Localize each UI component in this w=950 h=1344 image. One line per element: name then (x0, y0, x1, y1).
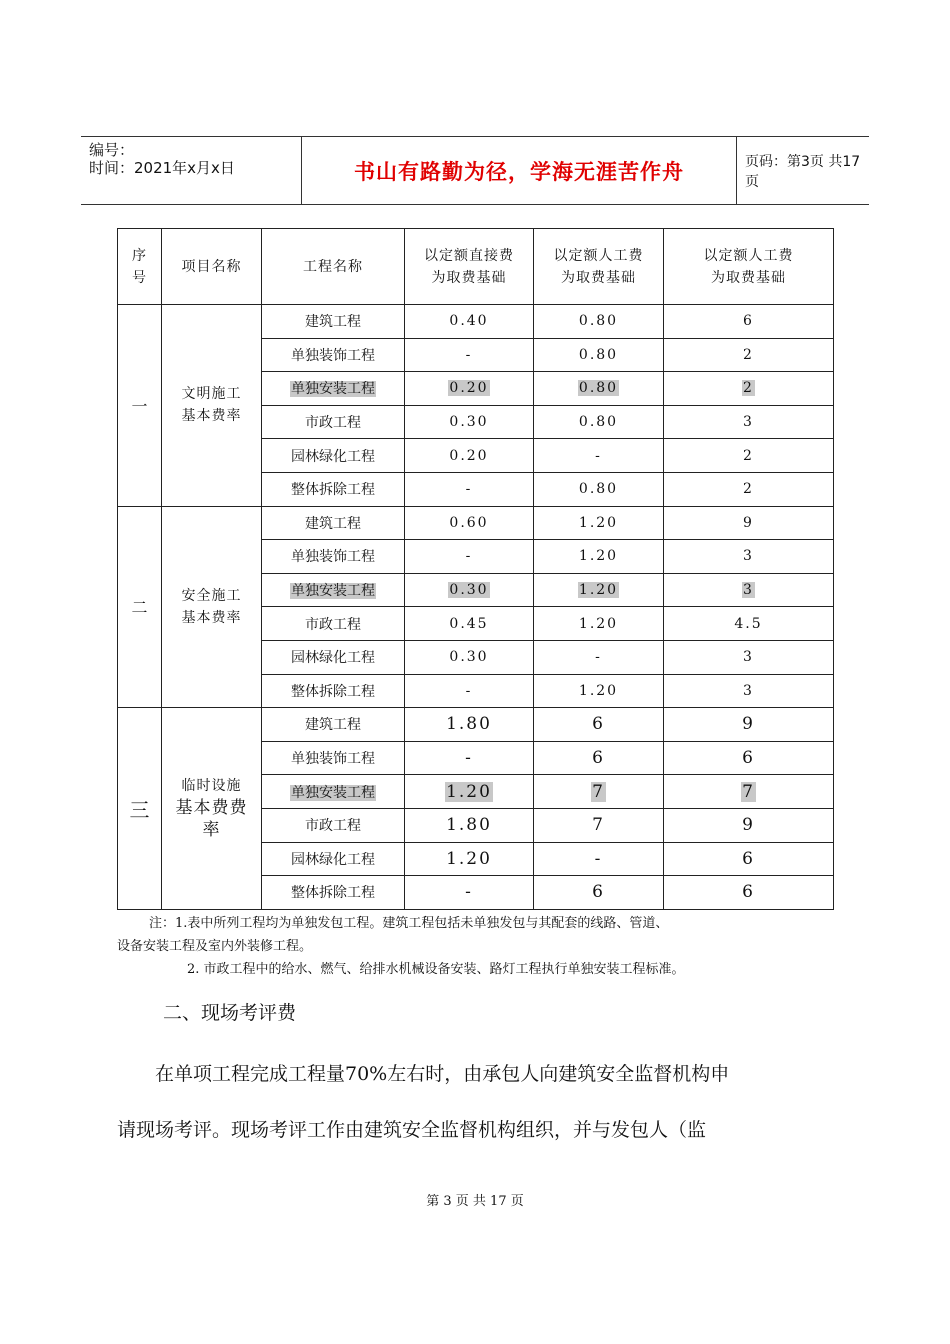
cell-labor2 (664, 439, 834, 473)
cell-value: 单独装饰工程 (291, 347, 375, 364)
header-meta (81, 137, 301, 204)
cell-labor1 (534, 506, 664, 540)
cell-project (262, 607, 405, 641)
cell-value: 建筑工程 (305, 717, 361, 734)
cell-value: 2 (743, 380, 754, 397)
cell-labor2 (664, 640, 834, 674)
cell-value: 市政工程 (305, 616, 361, 633)
cell-direct (405, 405, 534, 439)
cell-direct (405, 338, 534, 372)
cell-value: 7 (592, 781, 605, 802)
cell-value: - (465, 882, 473, 903)
cell-value: 2 (743, 346, 754, 363)
cell-project (262, 741, 405, 775)
cell-value: 0.20 (449, 380, 489, 397)
cell-labor2 (664, 775, 834, 809)
cell-value: 9 (742, 714, 755, 735)
cell-value: 市政工程 (305, 818, 361, 835)
note-line: 2. 市政工程中的给水、燃气、给排水机械设备安装、路灯工程执行单独安装工程标准。 (187, 962, 685, 977)
note-line: 设备安装工程及室内外装修工程。 (117, 939, 313, 954)
cell-direct (405, 305, 534, 339)
cell-direct (405, 472, 534, 506)
cell-project (262, 808, 405, 842)
group-seq: 三 (118, 708, 162, 910)
cell-direct (405, 506, 534, 540)
cell-labor2 (664, 876, 834, 910)
cell-direct (405, 674, 534, 708)
cell-value: 0.30 (449, 414, 489, 431)
cell-project (262, 372, 405, 406)
cell-direct (405, 607, 534, 641)
cell-labor1 (534, 775, 664, 809)
cell-labor1 (534, 472, 664, 506)
paragraph-line: 请现场考评。现场考评工作由建筑安全监督机构组织，并与发包人（监 (117, 1119, 707, 1141)
cell-labor2 (664, 573, 834, 607)
cell-project (262, 506, 405, 540)
table-row (118, 708, 834, 742)
group-seq: 二 (118, 506, 162, 708)
cell-value: 单独装饰工程 (291, 751, 375, 768)
cell-project (262, 305, 405, 339)
page-header (81, 136, 869, 205)
cell-labor2 (664, 372, 834, 406)
cell-value: 6 (743, 313, 754, 330)
cell-value: 0.80 (578, 313, 619, 330)
cell-value: 1.80 (446, 815, 492, 836)
cell-value: 1.80 (446, 714, 492, 735)
cell-labor2 (664, 506, 834, 540)
cell-direct (405, 808, 534, 842)
cell-value: - (465, 682, 473, 699)
cell-project (262, 775, 405, 809)
cell-value: 单独安装工程 (291, 784, 375, 801)
header-motto: 书山有路勤为径，学海无涯苦作舟 (301, 137, 737, 204)
cell-labor2 (664, 305, 834, 339)
cell-direct (405, 708, 534, 742)
cell-value: 0.60 (449, 514, 489, 531)
cell-value: 6 (592, 748, 605, 769)
header-labor-cost: 以定额人工费 为取费基础 (534, 229, 664, 305)
cell-value: 0.45 (449, 615, 489, 632)
cell-direct (405, 640, 534, 674)
item-name-line: 文明施工 (181, 386, 242, 403)
cell-value: 9 (742, 815, 755, 836)
cell-value: 6 (742, 848, 755, 869)
cell-value: 2 (743, 481, 754, 498)
cell-labor1 (534, 808, 664, 842)
cell-value: 1.20 (578, 582, 619, 599)
fee-rate-table (117, 228, 834, 910)
cell-value: 0.40 (449, 313, 489, 330)
cell-value: 1.20 (578, 615, 619, 632)
cell-project (262, 405, 405, 439)
cell-value: - (465, 346, 473, 363)
number-label: 编号： (89, 141, 135, 159)
cell-value: - (595, 649, 602, 666)
note-line: 注：1.表中所列工程均为单独发包工程。建筑工程包括未单独发包与其配套的线路、管道、 (149, 916, 669, 931)
cell-value: 3 (743, 548, 754, 565)
cell-labor1 (534, 741, 664, 775)
item-name-line: 基本费率 (181, 609, 242, 626)
cell-value: 1.20 (446, 781, 492, 802)
cell-labor1 (534, 674, 664, 708)
section-title: 二、现场考评费 (163, 1002, 297, 1024)
cell-value: 整体拆除工程 (291, 683, 375, 700)
cell-labor2 (664, 405, 834, 439)
cell-labor1 (534, 338, 664, 372)
header-page-info: 页码：第3页 共17页 (745, 153, 861, 190)
cell-value: 3 (743, 414, 754, 431)
cell-value: 0.80 (578, 346, 619, 363)
cell-value: 0.30 (449, 582, 489, 599)
cell-value: 2 (743, 447, 754, 464)
cell-labor1 (534, 708, 664, 742)
cell-value: 园林绿化工程 (291, 851, 375, 868)
cell-labor1 (534, 439, 664, 473)
cell-direct (405, 741, 534, 775)
item-name-line: 率 (202, 820, 221, 841)
page-footer: 第 3 页 共 17 页 (426, 1194, 524, 1209)
cell-labor2 (664, 808, 834, 842)
cell-value: 单独安装工程 (291, 583, 375, 600)
cell-value: 整体拆除工程 (291, 482, 375, 499)
cell-labor2 (664, 338, 834, 372)
item-name-line: 基本费率 (181, 408, 242, 425)
cell-labor2 (664, 842, 834, 876)
item-name-line: 安全施工 (181, 587, 242, 604)
cell-value: 0.80 (578, 481, 619, 498)
cell-value: 0.30 (449, 649, 489, 666)
cell-value: - (465, 748, 473, 769)
cell-value: 6 (592, 882, 605, 903)
cell-value: 3 (743, 649, 754, 666)
cell-value: 6 (742, 882, 755, 903)
cell-value: 0.80 (578, 414, 619, 431)
cell-value: 园林绿化工程 (291, 650, 375, 667)
header-labor-cost-2: 以定额人工费 为取费基础 (664, 229, 834, 305)
cell-value: 0.20 (449, 447, 489, 464)
cell-project (262, 708, 405, 742)
table-row (118, 305, 834, 339)
cell-labor2 (664, 741, 834, 775)
cell-value: 7 (592, 815, 605, 836)
cell-value: 9 (743, 514, 754, 531)
table-row (118, 506, 834, 540)
group-item-name (162, 305, 262, 507)
cell-labor1 (534, 573, 664, 607)
cell-labor1 (534, 876, 664, 910)
cell-value: 单独装饰工程 (291, 549, 375, 566)
cell-project (262, 842, 405, 876)
table-body (118, 305, 834, 910)
cell-project (262, 674, 405, 708)
cell-value: 3 (743, 582, 754, 599)
cell-labor2 (664, 674, 834, 708)
cell-labor1 (534, 540, 664, 574)
cell-value: 0.80 (578, 380, 619, 397)
group-seq: 一 (118, 305, 162, 507)
cell-direct (405, 439, 534, 473)
group-item-name (162, 506, 262, 708)
item-name-line: 临时设施 (181, 778, 242, 795)
cell-labor1 (534, 607, 664, 641)
cell-value: 整体拆除工程 (291, 885, 375, 902)
cell-direct (405, 573, 534, 607)
cell-labor2 (664, 472, 834, 506)
cell-project (262, 472, 405, 506)
cell-value: 园林绿化工程 (291, 448, 375, 465)
cell-project (262, 439, 405, 473)
cell-value: - (465, 548, 473, 565)
cell-labor1 (534, 640, 664, 674)
cell-value: 建筑工程 (305, 515, 361, 532)
cell-direct (405, 775, 534, 809)
body-paragraph (117, 1046, 837, 1158)
header-project-name: 工程名称 (262, 229, 405, 305)
cell-value: - (465, 481, 473, 498)
cell-labor1 (534, 372, 664, 406)
cell-value: 4.5 (734, 615, 763, 632)
header-seq: 序 号 (118, 229, 162, 305)
cell-value: 市政工程 (305, 415, 361, 432)
cell-direct (405, 842, 534, 876)
cell-project (262, 876, 405, 910)
cell-project (262, 640, 405, 674)
cell-project (262, 540, 405, 574)
cell-value: - (594, 848, 603, 869)
item-name-line: 基本费费 (175, 798, 248, 819)
group-item-name (162, 708, 262, 910)
cell-value: 单独安装工程 (291, 381, 375, 398)
cell-value: - (595, 447, 602, 464)
cell-direct (405, 876, 534, 910)
table-notes (117, 912, 847, 981)
cell-value: 1.20 (578, 514, 619, 531)
table-header-row (118, 229, 834, 305)
cell-value: 1.20 (578, 682, 619, 699)
header-item-name: 项目名称 (162, 229, 262, 305)
cell-labor2 (664, 607, 834, 641)
header-direct-cost: 以定额直接费 为取费基础 (405, 229, 534, 305)
cell-value: 3 (743, 682, 754, 699)
cell-direct (405, 540, 534, 574)
cell-direct (405, 372, 534, 406)
cell-labor1 (534, 305, 664, 339)
cell-value: 6 (592, 714, 605, 735)
cell-value: 7 (742, 781, 755, 802)
paragraph-line: 在单项工程完成工程量70%左右时，由承包人向建筑安全监督机构申 (155, 1063, 730, 1085)
cell-labor1 (534, 405, 664, 439)
cell-value: 1.20 (578, 548, 619, 565)
cell-value: 6 (742, 748, 755, 769)
cell-project (262, 573, 405, 607)
cell-project (262, 338, 405, 372)
cell-labor2 (664, 540, 834, 574)
cell-value: 1.20 (446, 848, 492, 869)
time-label: 时间：2021年x月x日 (89, 159, 235, 177)
cell-labor1 (534, 842, 664, 876)
cell-labor2 (664, 708, 834, 742)
cell-value: 建筑工程 (305, 314, 361, 331)
